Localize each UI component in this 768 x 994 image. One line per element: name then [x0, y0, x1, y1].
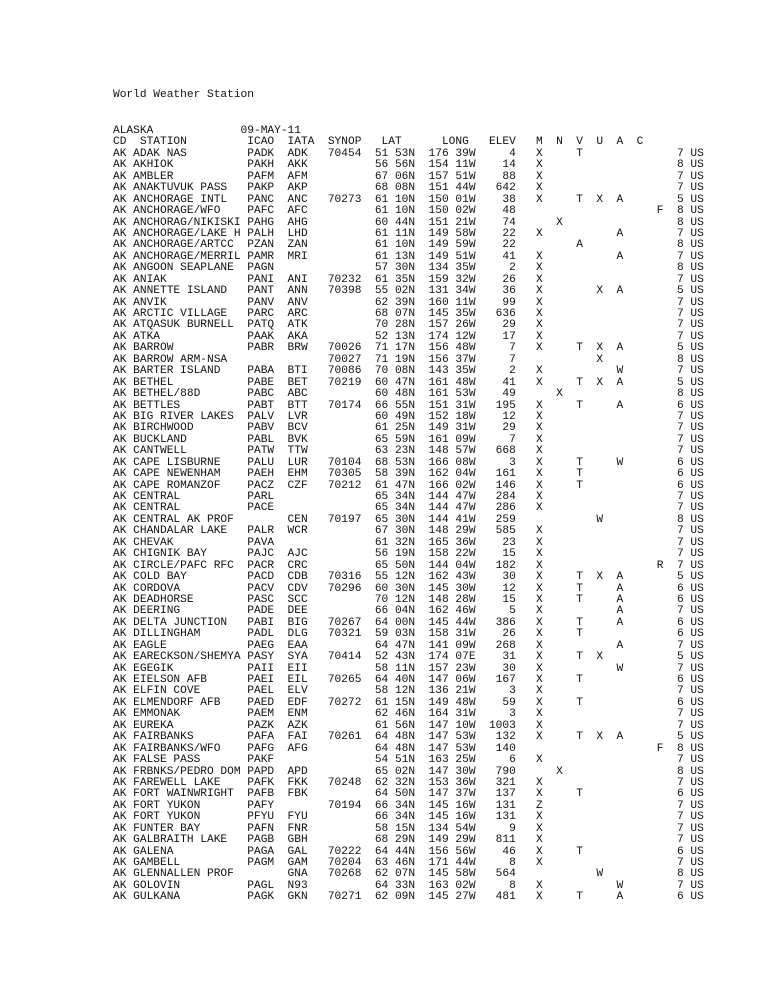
station-row: AK CHEVAK PAVA 61 32N 165 36W 23 X 7 US: [113, 536, 704, 549]
station-row: AK ANGOON SEAPLANE PAGN 57 30N 134 35W 2 X 8 US: [113, 262, 704, 275]
station-row: AK ANAKTUVUK PASS PAKP AKP 68 08N 151 44W 642 X 7 US: [113, 182, 704, 195]
station-row: AK CAPE NEWENHAM PAEH EHM 70305 58 39N 162 04W 161 X T 6 US: [113, 468, 704, 481]
station-row: AK FAREWELL LAKE PAFK FKK 70248 62 32N 153 36W 321 X 7 US: [113, 776, 704, 789]
station-row: AK DILLINGHAM PADL DLG 70321 59 03N 158 31W 26 X T 6 US: [113, 628, 704, 641]
station-row: AK ARCTIC VILLAGE PARC ARC 68 07N 145 35W 636 X 7 US: [113, 308, 704, 320]
station-row: AK ANCHORAGE/MERRIL PAMR MRI 61 13N 149 51W 41 X A 7 US: [113, 250, 704, 263]
region-header: ALASKA 09-MAY-11: [113, 125, 301, 137]
station-row: AK DEADHORSE PASC SCC 70 12N 148 28W 15 X T A 6 US: [113, 593, 704, 606]
station-row: AK CENTRAL PACE 65 34N 144 47W 286 X 7 US: [113, 502, 704, 515]
station-row: AK EARECKSON/SHEMYA PASY SYA 70414 52 43N 174 07E 31 X T X 5 US: [113, 651, 704, 664]
station-row: AK COLD BAY PACD CDB 70316 55 12N 162 43W 30 X T X A 5 US: [113, 571, 704, 584]
station-row: AK ATKA PAAK AKA 52 13N 174 12W 17 X 7 US: [113, 330, 704, 343]
station-row: AK BARTER ISLAND PABA BTI 70086 70 08N 143 35W 2 X W 7 US: [113, 365, 704, 378]
station-row: AK EGEGIK PAII EII 58 11N 157 23W 30 X W 7 US: [113, 662, 704, 675]
station-row: AK BETHEL/88D PABC ABC 60 48N 161 53W 49 X 8 US: [113, 388, 704, 401]
station-row: AK EAGLE PAEG EAA 64 47N 141 09W 268 X A 7 US: [113, 639, 704, 652]
station-row: AK EUREKA PAZK AZK 61 56N 147 10W 1003 X 7 US: [113, 719, 704, 732]
station-row: AK CORDOVA PACV CDV 70296 60 30N 145 30W 12 X T A 6 US: [113, 582, 704, 595]
station-row: AK FORT YUKON PAFY 70194 66 34N 145 16W 131 Z 7 US: [113, 799, 704, 812]
station-row: AK BUCKLAND PABL BVK 65 59N 161 09W 7 X 7 US: [113, 433, 704, 446]
station-row: AK FAIRBANKS PAFA FAI 70261 64 48N 147 53W 132 X T X A 5 US: [113, 731, 704, 744]
station-row: AK EIELSON AFB PAEI EIL 70265 64 40N 147 06W 167 X T 6 US: [113, 674, 704, 686]
station-row: AK BIRCHWOOD PABV BCV 61 25N 149 31W 29 X 7 US: [113, 422, 704, 435]
station-row: AK GALENA PAGA GAL 70222 64 44N 156 56W 46 X T 6 US: [113, 845, 704, 858]
station-row: AK BARROW PABR BRW 70026 71 17N 156 48W 7 X T X A 5 US: [113, 342, 704, 355]
station-row: AK GLENNALLEN PROF GNA 70268 62 07N 145 58W 564 W 8 US: [113, 868, 704, 881]
station-row: AK CENTRAL PARL 65 34N 144 47W 284 X 7 US: [113, 491, 704, 503]
station-row: AK DELTA JUNCTION PABI BIG 70267 64 00N 145 44W 386 X T A 6 US: [113, 616, 704, 629]
station-row: AK CENTRAL AK PROF CEN 70197 65 30N 144 41W 259 W 8 US: [113, 513, 704, 526]
station-row: AK ANCHORAG/NIKISKI PAHG AHG 60 44N 151 21W 74 X 8 US: [113, 216, 704, 229]
station-row: AK ANIAK PANI ANI 70232 61 35N 159 32W 26 X 7 US: [113, 273, 704, 286]
station-row: AK BETHEL PABE BET 70219 60 47N 161 48W 41 X T X A 5 US: [113, 376, 704, 389]
station-row: AK ELMENDORF AFB PAED EDF 70272 61 15N 149 48W 59 X T 6 US: [113, 696, 704, 709]
station-row: AK FORT YUKON PFYU FYU 66 34N 145 16W 131 X 7 US: [113, 811, 704, 824]
column-header: CD STATION ICAO IATA SYNOP LAT LONG ELEV M N V U A C: [113, 136, 644, 149]
station-row: AK CANTWELL PATW TTW 63 23N 148 57W 668 X 7 US: [113, 445, 704, 458]
station-row: AK FORT WAINWRIGHT PAFB FBK 64 50N 147 37W 137 X T 6 US: [113, 788, 704, 801]
station-row: AK ANVIK PANV ANV 62 39N 160 11W 99 X 7 US: [113, 296, 704, 309]
station-row: AK FALSE PASS PAKF 54 51N 163 25W 6 X 7 US: [113, 754, 704, 767]
station-row: AK CHIGNIK BAY PAJC AJC 56 19N 158 22W 15 X 7 US: [113, 548, 704, 561]
station-rows: [113, 149, 704, 904]
station-row: AK ADAK NAS PADK ADK 70454 51 53N 176 39W 4 X T 7 US: [113, 147, 704, 160]
station-row: AK GAMBELL PAGM GAM 70204 63 46N 171 44W 8 X 7 US: [113, 857, 704, 869]
station-row: AK ANCHORAGE/ARTCC PZAN ZAN 61 10N 149 59W 22 A 8 US: [113, 239, 704, 252]
station-row: AK AKHIOK PAKH AKK 56 56N 154 11W 14 X 8 US: [113, 159, 704, 172]
station-row: AK CHANDALAR LAKE PALR WCR 67 30N 148 29W 585 X 7 US: [113, 525, 704, 538]
station-row: AK BETTLES PABT BTT 70174 66 55N 151 31W 195 X T A 6 US: [113, 399, 704, 412]
station-row: AK BIG RIVER LAKES PALV LVR 60 49N 152 18W 12 X 7 US: [113, 410, 704, 423]
station-row: AK CAPE ROMANZOF PACZ CZF 70212 61 47N 166 02W 146 X T 6 US: [113, 479, 704, 492]
station-row: AK GALBRAITH LAKE PAGB GBH 68 29N 149 29W 811 X 7 US: [113, 834, 704, 847]
station-row: AK ANCHORAGE/LAKE H PALH LHD 61 11N 149 58W 22 X A 7 US: [113, 227, 704, 240]
station-row: AK DEERING PADE DEE 66 04N 162 46W 5 X A 7 US: [113, 605, 704, 618]
station-row: AK CIRCLE/PAFC RFC PACR CRC 65 50N 144 04W 182 X R 7 US: [113, 559, 704, 572]
station-report: [113, 126, 704, 904]
station-row: AK ANNETTE ISLAND PANT ANN 70398 55 02N 131 34W 36 X X A 5 US: [113, 285, 704, 298]
page-title: World Weather Station: [113, 89, 254, 101]
station-row: AK ANCHORAGE/WFO PAFC AFC 61 10N 150 02W 48 F 8 US: [113, 205, 704, 218]
station-row: AK BARROW ARM-NSA 70027 71 19N 156 37W 7 X 8 US: [113, 353, 704, 366]
station-row: AK GOLOVIN PAGL N93 64 33N 163 02W 8 X W 7 US: [113, 879, 704, 892]
station-row: AK GULKANA PAGK GKN 70271 62 09N 145 27W 481 X T A 6 US: [113, 891, 704, 904]
station-row: AK ANCHORAGE INTL PANC ANC 70273 61 10N 150 01W 38 X T X A 5 US: [113, 193, 704, 206]
station-row: AK FRBNKS/PEDRO DOM PAPD APD 65 02N 147 30W 790 X 8 US: [113, 765, 704, 778]
station-row: AK ELFIN COVE PAEL ELV 58 12N 136 21W 3 X 7 US: [113, 685, 704, 698]
station-row: AK AMBLER PAFM AFM 67 06N 157 51W 88 X 7 US: [113, 170, 704, 183]
station-row: AK FUNTER BAY PAFN FNR 58 15N 134 54W 9 X 7 US: [113, 822, 704, 835]
station-row: AK FAIRBANKS/WFO PAFG AFG 64 48N 147 53W 140 F 8 US: [113, 742, 704, 755]
station-row: AK CAPE LISBURNE PALU LUR 70104 68 53N 166 08W 3 X T W 6 US: [113, 456, 704, 469]
station-row: AK EMMONAK PAEM ENM 62 46N 164 31W 3 X 7 US: [113, 708, 704, 721]
station-row: AK ATQASUK BURNELL PATQ ATK 70 28N 157 26W 29 X 7 US: [113, 319, 704, 332]
